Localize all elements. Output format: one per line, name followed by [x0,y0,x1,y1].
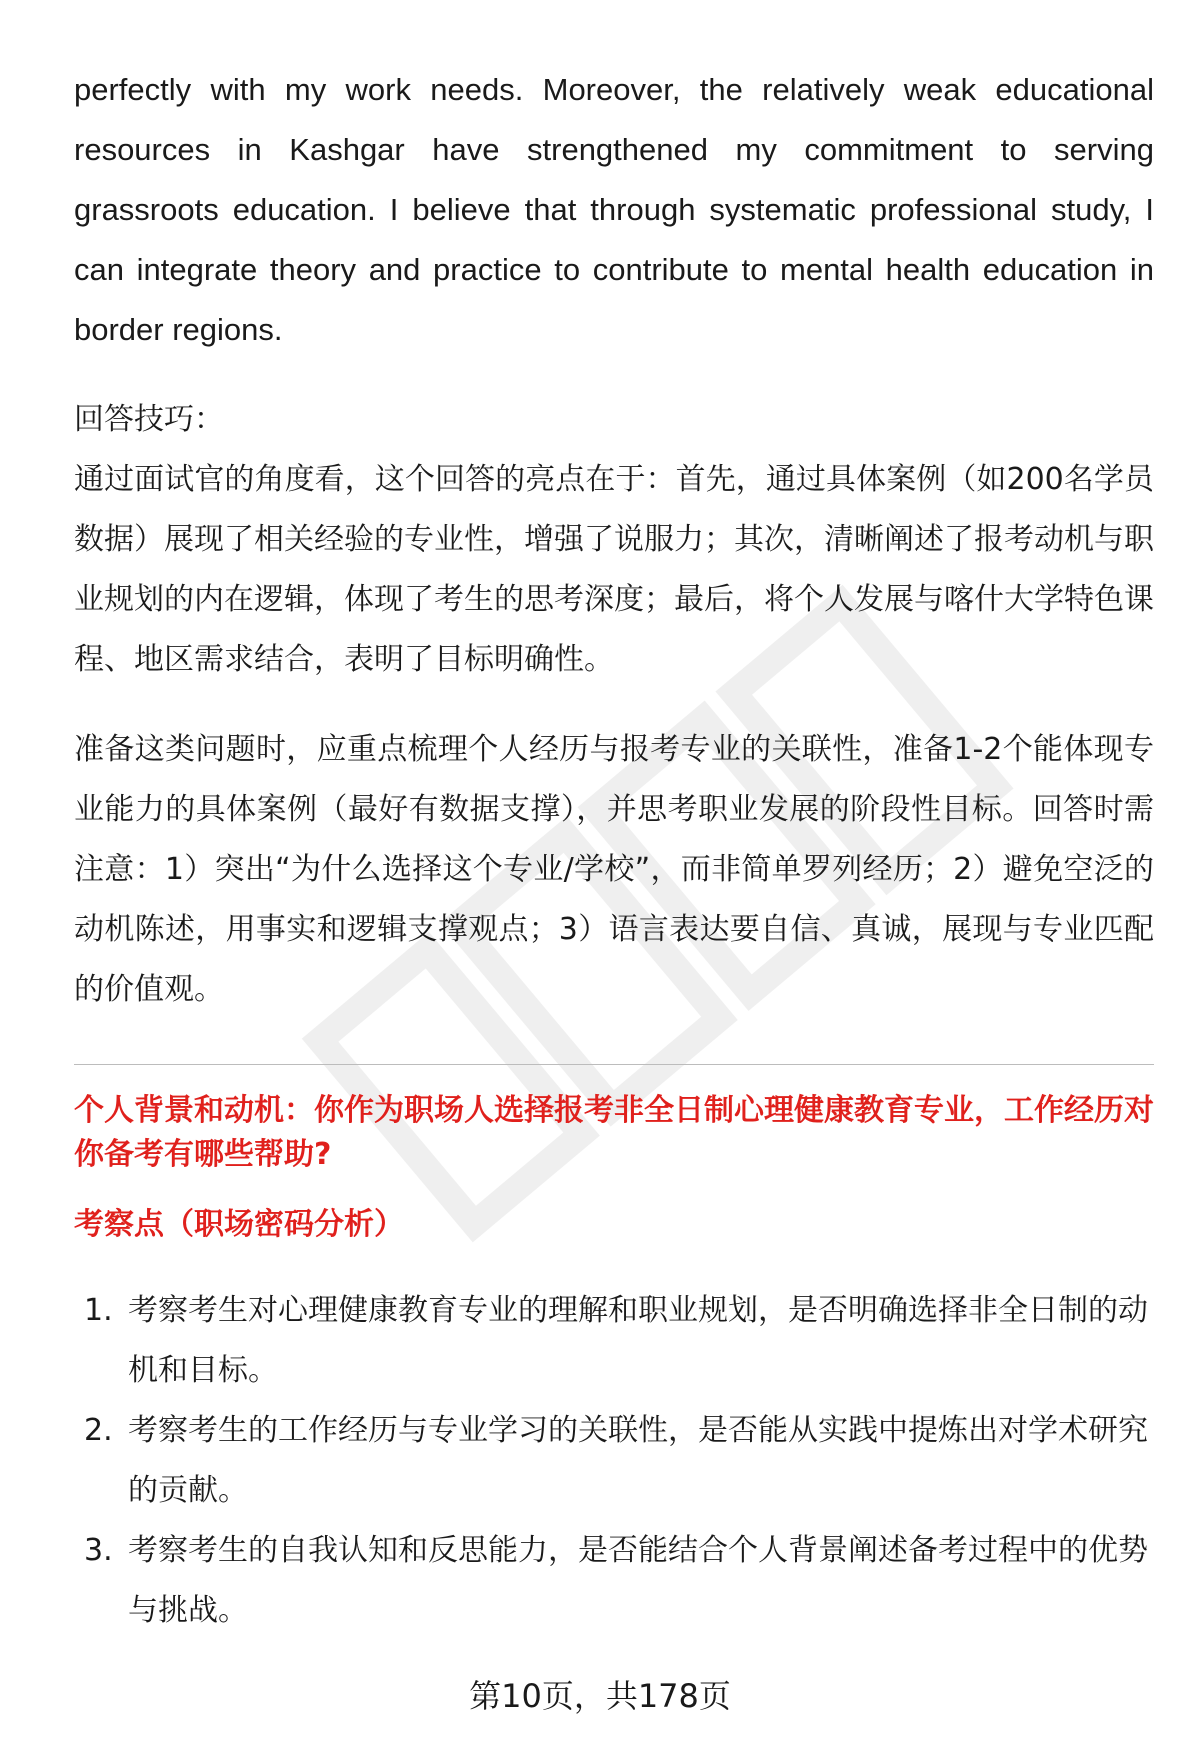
answer-tips-paragraph: 通过面试官的角度看，这个回答的亮点在于：首先，通过具体案例（如200名学员数据）展现了相关经验的专业性，增强了说服力；其次，清晰阐述了报考动机与职业规划的内在逻辑，体现了考生的思考深度；最后，将个人发展与喀什大学特色课程、地区需求结合，表明了目标明确性。 [74,462,1154,677]
answer-tips-label: 回答技巧： [74,402,224,437]
preparation-advice-paragraph: 准备这类问题时，应重点梳理个人经历与报考专业的关联性，准备1-2个能体现专业能力的具体案例（最好有数据支撑），并思考职业发展的阶段性目标。回答时需注意：1）突出“为什么选择这个专业/学校”，而非简单罗列经历；2）避免空泛的动机陈述，用事实和逻辑支撑观点；3）语言表达要自信、真诚，展现与专业匹配的价值观。 [74,732,1154,1007]
document-page [74,60,1154,1641]
answer-english-paragraph: perfectly with my work needs. Moreover, the relatively weak educational resources in Kashgar have strengthened my commitment to serving grassroots education. I believe that through systematic professional study, I can integrate theory and practice to contribute to mental health education in border regions. [74,72,1154,347]
list-item-number: 3. [84,1533,113,1568]
page-number-footer: 第10页，共178页 [469,1677,731,1715]
list-item [74,1401,1154,1521]
list-item [74,1281,1154,1401]
list-item [74,1521,1154,1641]
assessment-points-heading: 考察点（职场密码分析） [74,1207,404,1242]
question-title: 个人背景和动机：你作为职场人选择报考非全日制心理健康教育专业，工作经历对你备考有哪些帮助? [74,1093,1154,1172]
assessment-points-list [74,1281,1154,1641]
section-divider [74,1064,1154,1065]
list-item-text: 考察考生对心理健康教育专业的理解和职业规划，是否明确选择非全日制的动机和目标。 [128,1293,1148,1388]
list-item-number: 2. [84,1413,113,1448]
list-item-text: 考察考生的自我认知和反思能力，是否能结合个人背景阐述备考过程中的优势与挑战。 [128,1533,1148,1628]
list-item-number: 1. [84,1293,113,1328]
list-item-text: 考察考生的工作经历与专业学习的关联性，是否能从实践中提炼出对学术研究的贡献。 [128,1413,1148,1508]
